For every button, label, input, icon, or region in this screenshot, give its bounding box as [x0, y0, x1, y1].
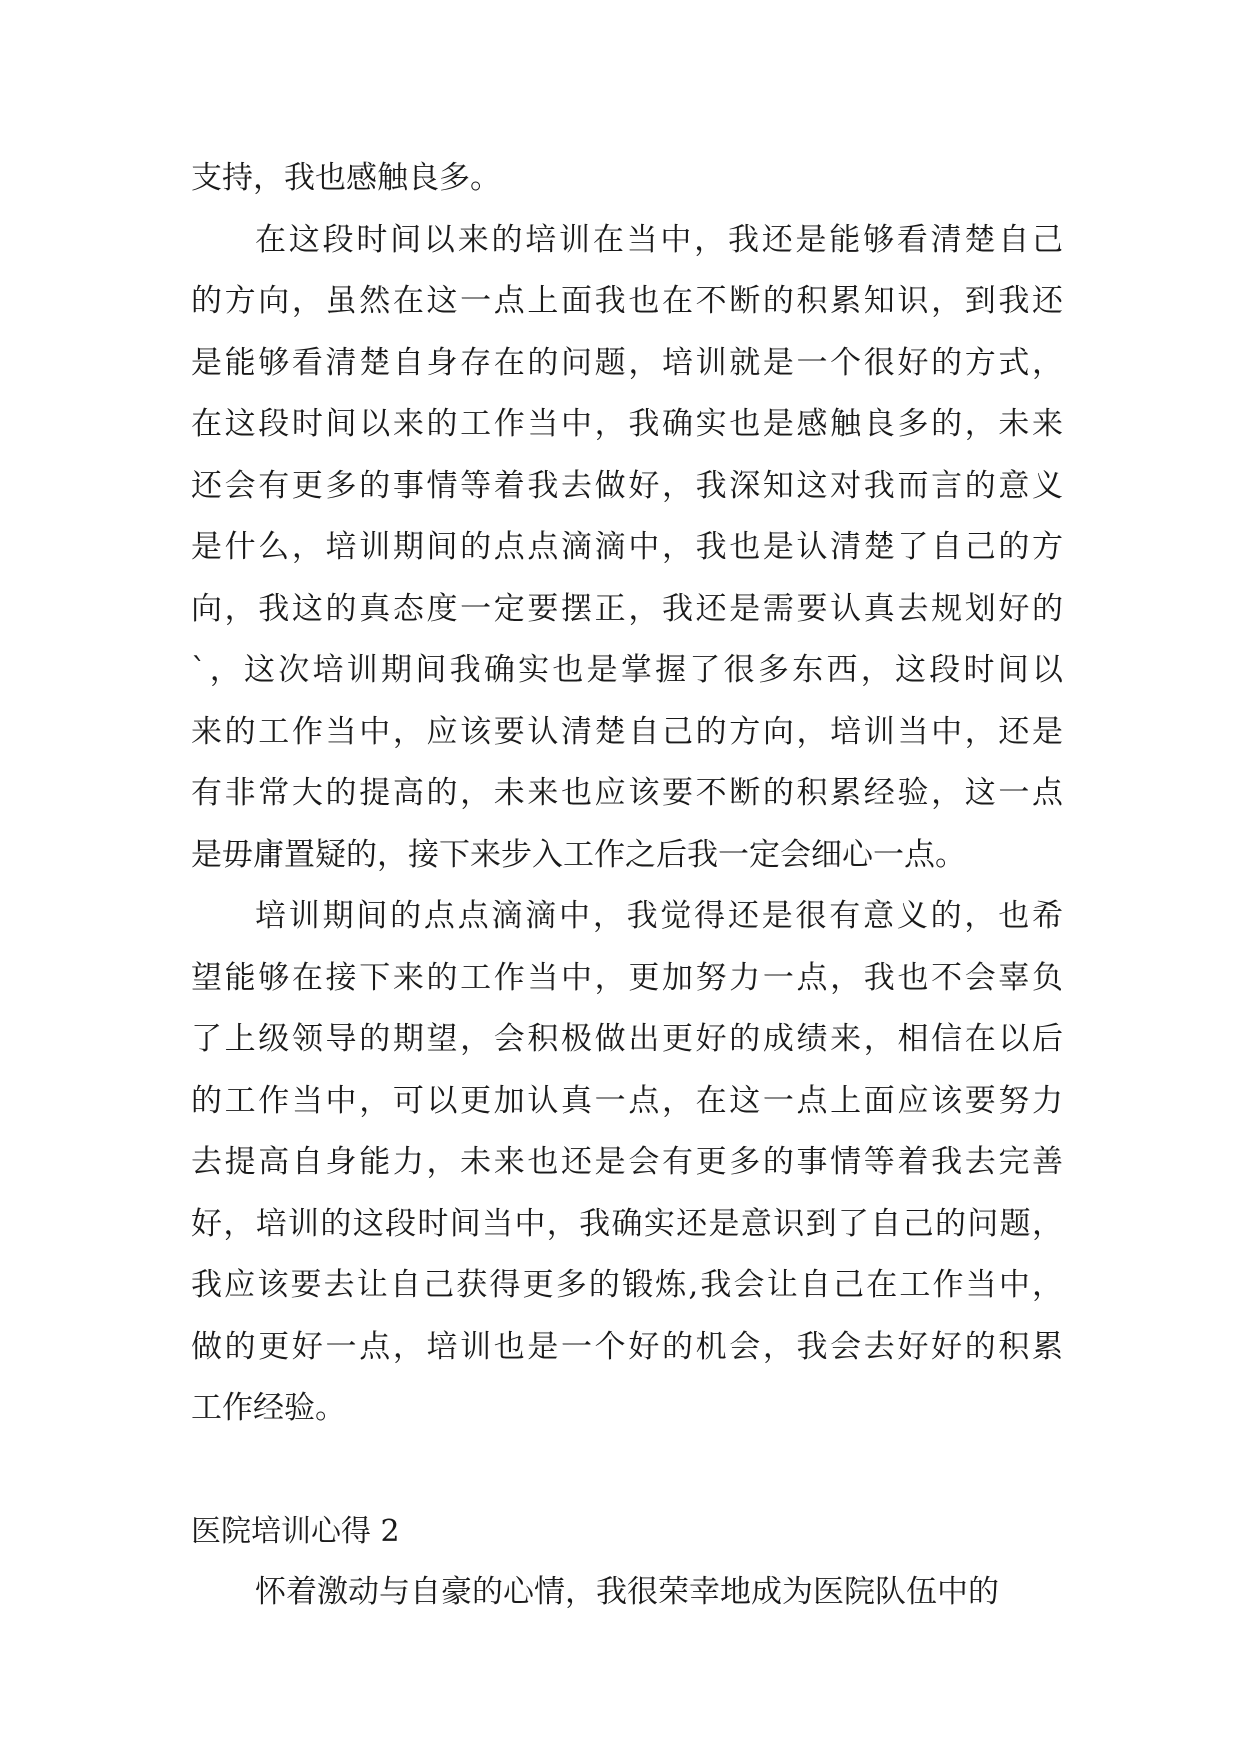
document-body	[191, 148, 1063, 1624]
text-line: 在这段时间以来的工作当中，我确实也是感触良多的，未来	[191, 406, 1063, 442]
text-line: 有非常大的提高的，未来也应该要不断的积累经验，这一点	[191, 775, 1063, 811]
paragraph-1	[191, 210, 1063, 887]
paragraph-3	[191, 1562, 1063, 1624]
text-line: `，这次培训期间我确实也是掌握了很多东西，这段时间以	[191, 652, 1063, 688]
text-line: 的方向，虽然在这一点上面我也在不断的积累知识，到我还	[191, 283, 1063, 319]
text-line: 怀着激动与自豪的心情，我很荣幸地成为医院队伍中的	[255, 1574, 999, 1610]
text-line: 在这段时间以来的培训在当中，我还是能够看清楚自己	[255, 221, 1063, 258]
text-line: 我应该要去让自己获得更多的锻炼,我会让自己在工作当中，	[191, 1267, 1063, 1303]
text-line: 还会有更多的事情等着我去做好，我深知这对我而言的意义	[191, 467, 1063, 504]
text-line: 培训期间的点点滴滴中，我觉得还是很有意义的，也希	[255, 898, 1063, 934]
paragraph-2	[191, 886, 1063, 1440]
text-line: 支持，我也感触良多。	[191, 160, 501, 196]
section-heading: 医院培训心得 2	[191, 1513, 400, 1549]
text-line: 去提高自身能力，未来也还是会有更多的事情等着我去完善	[191, 1144, 1063, 1180]
text-line: 了上级领导的期望，会积极做出更好的成绩来，相信在以后	[191, 1021, 1063, 1057]
text-line: 做的更好一点，培训也是一个好的机会，我会去好好的积累	[191, 1328, 1063, 1365]
text-line: 工作经验。	[191, 1390, 346, 1426]
text-line: 的工作当中，可以更加认真一点，在这一点上面应该要努力	[191, 1082, 1063, 1119]
text-line: 来的工作当中，应该要认清楚自己的方向，培训当中，还是	[191, 713, 1063, 750]
text-line: 向，我这的真态度一定要摆正，我还是需要认真去规划好的	[191, 590, 1063, 627]
text-line: 是能够看清楚自身存在的问题，培训就是一个很好的方式，	[191, 344, 1063, 381]
text-line: 好，培训的这段时间当中，我确实还是意识到了自己的问题，	[191, 1205, 1063, 1242]
text-line: 是毋庸置疑的，接下来步入工作之后我一定会细心一点。	[191, 836, 966, 873]
text-line: 是什么，培训期间的点点滴滴中，我也是认清楚了自己的方	[191, 529, 1063, 565]
blank-line	[191, 1440, 1063, 1501]
paragraph-intro-tail	[191, 148, 1063, 210]
text-line: 望能够在接下来的工作当中，更加努力一点，我也不会辜负	[191, 959, 1063, 996]
